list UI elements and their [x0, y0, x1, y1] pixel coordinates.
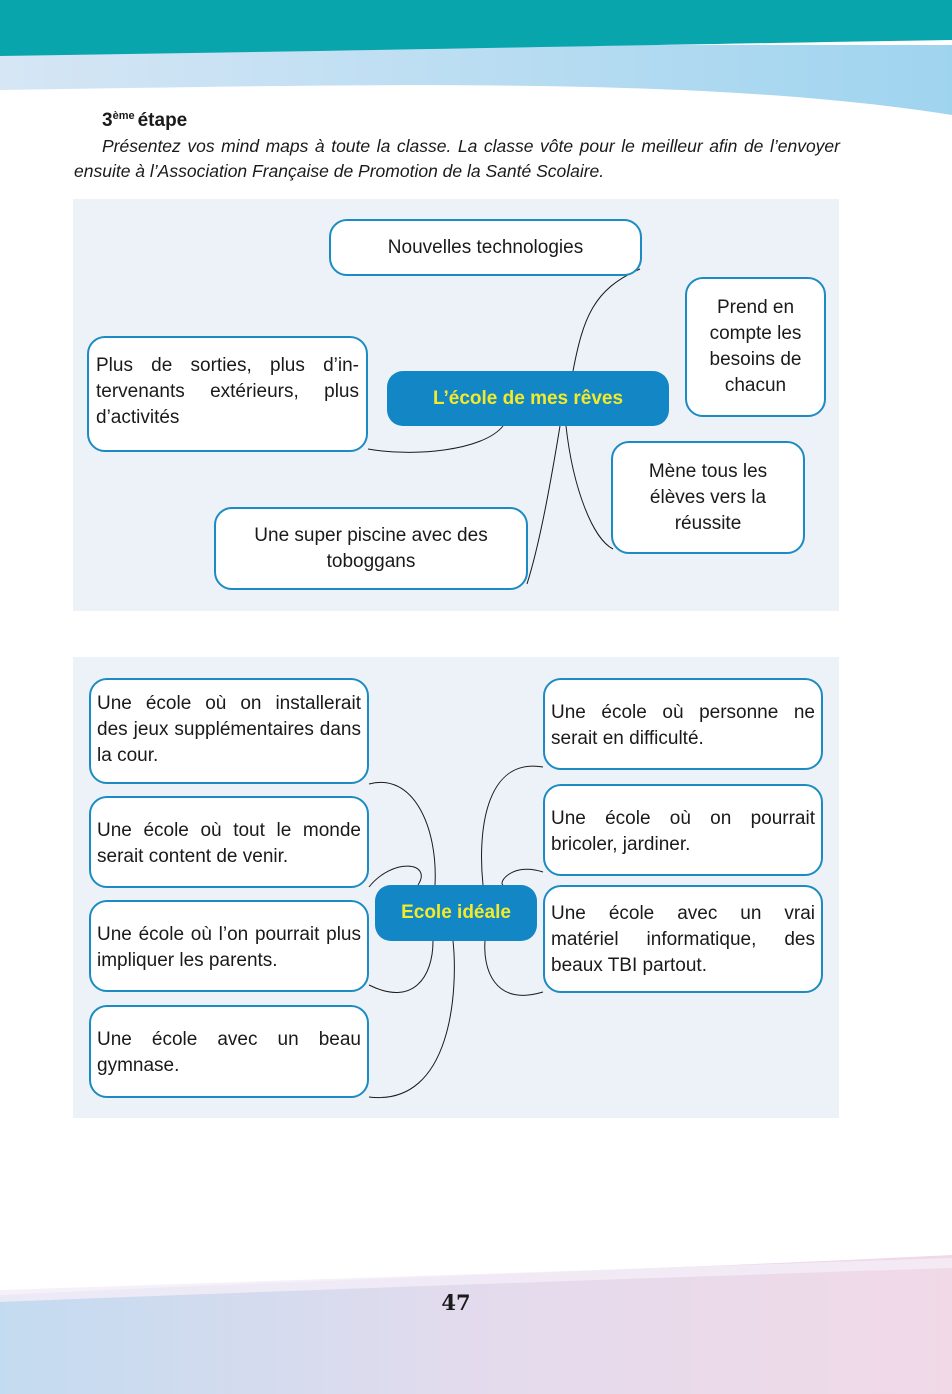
right-node-1: Une école où personne ne serait en difficulté. [543, 678, 823, 770]
intro-paragraph: Présentez vos mind maps à toute la classe. La classe vôte pour le meilleur afin de l’envoyer ensuite à l’Association Française de Promotion de la Santé Scolaire. [74, 136, 840, 181]
left-node-4: Une école avec un beau gymnase. [89, 1005, 369, 1098]
step-heading [102, 110, 187, 132]
mindmap-2-center: Ecole idéale [375, 885, 537, 941]
node-mene-tous-les-eleves: Mène tous les élèves vers la réussite [611, 441, 805, 554]
step-superscript: ème [112, 110, 135, 122]
page-number: 47 [441, 1290, 471, 1315]
left-node-3: Une école où l’on pourrait plus impliquer les parents. [89, 900, 369, 992]
right-node-2: Une école où on pourrait bricoler, jardiner. [543, 784, 823, 876]
node-super-piscine: Une super piscine avec des toboggans [214, 507, 528, 590]
node-nouvelles-technologies: Nouvelles technologies [329, 219, 642, 276]
footer-wave-band [0, 1250, 952, 1394]
step-label: étape [137, 110, 188, 131]
mindmap-panel-2 [73, 657, 839, 1118]
mindmap-panel-1 [73, 199, 839, 611]
left-node-1: Une école où on installerait des jeux supplémentaires dans la cour. [89, 678, 369, 784]
right-node-3: Une école avec un vrai matériel informatique, des beaux TBI partout. [543, 885, 823, 993]
left-node-2: Une école où tout le monde serait content de venir. [89, 796, 369, 888]
header-wave-band [0, 0, 952, 120]
node-prend-en-compte: Prend en compte les besoins de chacun [685, 277, 826, 417]
node-plus-de-sorties: Plus de sorties, plus d’in- tervenants extérieurs, plus d’activités [87, 336, 368, 452]
mindmap-1-center: L’école de mes rêves [387, 371, 669, 426]
step-number: 3 [102, 110, 113, 131]
